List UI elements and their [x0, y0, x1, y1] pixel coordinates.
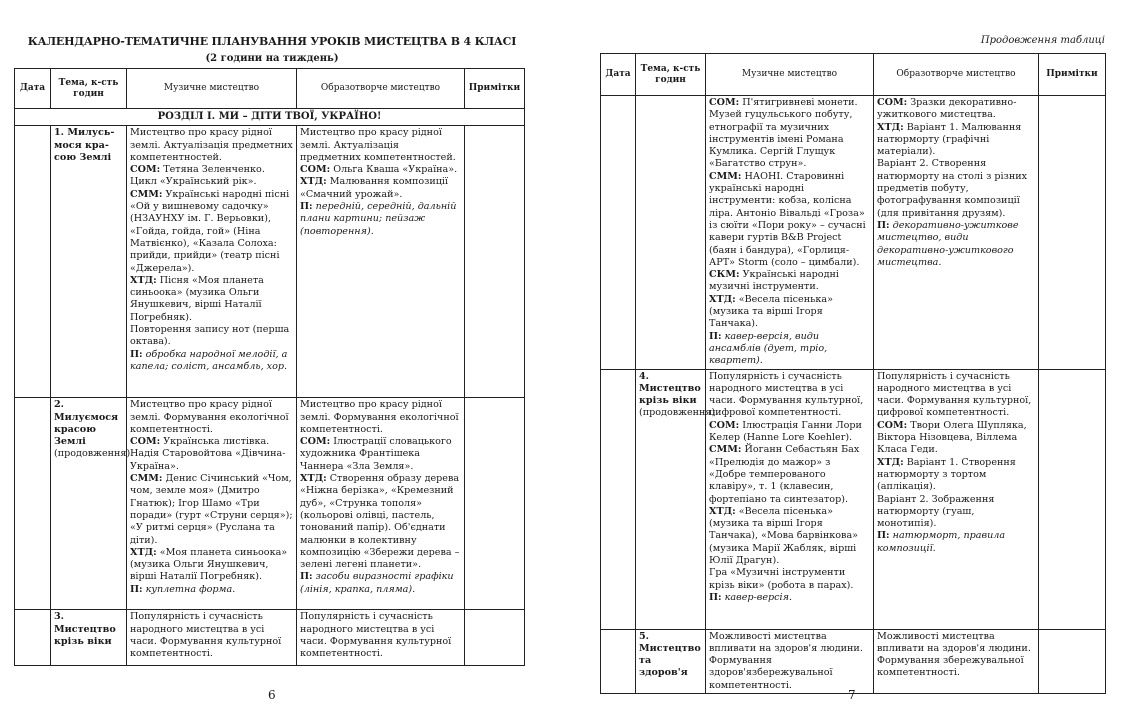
- paragraph-label: П:: [130, 348, 143, 360]
- paragraph-label: СОМ:: [709, 419, 740, 431]
- header-music: Музичне мистецтво: [127, 69, 297, 109]
- document-subtitle: (2 години на тиждень): [205, 53, 339, 64]
- notes-cell: [1039, 629, 1106, 693]
- paragraph-text: засоби виразності графіки (лінія, крапка, пляма).: [300, 571, 454, 595]
- art-cell: [297, 610, 465, 666]
- paragraph-label: ХТД:: [877, 121, 904, 133]
- notes-cell: [1039, 96, 1106, 370]
- cell-paragraph: [709, 171, 870, 269]
- cell-paragraph: [300, 201, 461, 238]
- paragraph-text: кавер-версія.: [721, 591, 792, 603]
- cell-paragraph: [300, 164, 461, 176]
- header-topic: Тема, к-сть годин: [636, 54, 706, 96]
- paragraph-text: Можливості мистецтва впливати на здоров'я людини. Формування здоров'язбережувальної компетентності.: [709, 630, 863, 691]
- cell-paragraph: [877, 420, 1035, 457]
- cell-paragraph: [709, 294, 870, 331]
- paragraph-text: Ілюстрація Ганни Лори Келер (Hanne Lore Koehler).: [709, 419, 862, 444]
- cell-paragraph: [130, 324, 293, 349]
- paragraph-label: СКМ:: [709, 269, 740, 281]
- music-cell: [706, 369, 874, 629]
- paragraph-text: «Весела пісенька» (музика та вірші Ігоря Танчака), «Мова барвінкова» (музика Марії Жабляк, вірші Юлії Драгун).: [709, 505, 859, 566]
- paragraph-text: Зразки декоративно-ужиткового мистецтва.: [877, 97, 1017, 121]
- paragraph-label: СОМ:: [300, 436, 331, 448]
- paragraph-label: СОМ:: [130, 436, 161, 448]
- paragraph-label: П:: [877, 219, 890, 231]
- cell-paragraph: [130, 164, 293, 189]
- paragraph-text: Мистецтво про красу рідної землі. Актуалізація предметних компетентностей.: [300, 127, 456, 163]
- table-row: [601, 629, 1106, 693]
- cell-paragraph: [709, 97, 870, 171]
- header-art: Образотворче мистецтво: [874, 54, 1039, 96]
- cell-paragraph: [709, 269, 870, 294]
- paragraph-label: СОМ:: [709, 97, 740, 108]
- paragraph-text: Твори Олега Шупляка, Вікторa Нізовцева, Віллема Класа Геди.: [877, 419, 1027, 456]
- paragraph-label: СММ:: [130, 473, 163, 485]
- music-cell: [127, 126, 297, 398]
- paragraph-label: СОМ:: [877, 419, 908, 431]
- cell-paragraph: [300, 127, 461, 164]
- cell-paragraph: [709, 592, 870, 604]
- topic-cell: 2. Милуємося красою Землі (продовження): [51, 398, 127, 610]
- paragraph-text: Варіант 1. Створення натюрморту з тортом (аплікація).: [877, 456, 1016, 493]
- planning-table-right: [600, 53, 1106, 694]
- topic-cell: 4. Мистецтво крізь віки (продовження): [636, 369, 706, 629]
- paragraph-text: НАОНІ. Старовинні українські народні інструменти: кобза, колісна ліра. Антоніо Вівальді «Гроза» із сюїти «Пори року» – сучасні кавери гуртів B&B Project (баян і бандура), «Горлиця-АРТ» Storm (соло – цимбали).: [709, 170, 866, 268]
- paragraph-label: ХТД:: [130, 274, 157, 286]
- cell-paragraph: [300, 399, 461, 436]
- topic-cell: 1. Милусьмося красою Землі: [51, 126, 127, 398]
- cell-paragraph: [300, 176, 461, 201]
- table-row: [601, 96, 1106, 370]
- art-cell: [874, 629, 1039, 693]
- date-cell: [601, 96, 636, 370]
- paragraph-label: П:: [709, 330, 722, 342]
- paragraph-text: Мистецтво про красу рідної землі. Актуалізація предметних компетентностей.: [130, 127, 293, 163]
- paragraph-text: Мистецтво про красу рідної землі. Формування екологічної компетентності.: [130, 399, 289, 435]
- paragraph-text: П'ятигривневі монети. Музей гуцульського побуту, етнографії та музичних інструментів імені Романа Кумлика. Сергій Глущук «Багатство струн».: [709, 97, 858, 170]
- cell-paragraph: [130, 473, 293, 547]
- paragraph-text: кавер-версія, види ансамблів (дует, тріо, квартет).: [709, 330, 828, 367]
- date-cell: [601, 369, 636, 629]
- paragraph-text: Українська листівка. Надія Старовойтова «Дівчина-Україна».: [130, 436, 286, 472]
- continuation-note: Продовження таблиці: [980, 35, 1105, 46]
- topic-cell: 5. Мистецтво та здоров'я: [636, 629, 706, 693]
- paragraph-text: Малювання композиції «Смачний урожай».: [300, 176, 449, 200]
- cell-paragraph: [130, 611, 293, 660]
- paragraph-text: Тетяна Зеленченко. Цикл «Український рік».: [130, 164, 265, 188]
- document-title: КАЛЕНДАРНО-ТЕМАТИЧНЕ ПЛАНУВАННЯ УРОКІВ МИСТЕЦТВА В 4 КЛАСІ: [27, 35, 517, 48]
- paragraph-label: П:: [130, 583, 143, 595]
- cell-paragraph: [300, 611, 461, 660]
- cell-paragraph: [709, 331, 870, 368]
- paragraph-text: Повторення запису нот (перша октава).: [130, 324, 290, 348]
- paragraph-text: натюрморт, правила композиції.: [877, 530, 1006, 554]
- cell-paragraph: [130, 275, 293, 324]
- music-cell: [706, 629, 874, 693]
- page-number: 6: [268, 688, 276, 702]
- paragraph-text: «Весела пісенька» (музика та вірші Ігоря Танчака).: [709, 293, 833, 330]
- notes-cell: [465, 610, 525, 666]
- cell-paragraph: [130, 127, 293, 164]
- cell-paragraph: [877, 158, 1035, 219]
- paragraph-text: Популярність і сучасність народного мистецтва в усі часи. Формування культурної, цифрової компетентності.: [709, 370, 864, 419]
- paragraph-text: передній, середній, дальній плани картини; пейзаж (повторення).: [300, 201, 457, 237]
- paragraph-label: П:: [300, 571, 313, 583]
- cell-paragraph: [877, 494, 1035, 531]
- paragraph-text: Варіант 2. Зображення натюрморту (гуаш, монотипія).: [877, 493, 995, 530]
- art-cell: [297, 126, 465, 398]
- paragraph-text: Денис Січинський «Чом, чом, земле моя» (Дмитро Гнатюк); Ігор Шамо «Три поради» (гурт «Струни серця»); «У ритмі серця» (Руслана та діти).: [130, 473, 293, 546]
- paragraph-label: ХТД:: [877, 456, 904, 468]
- cell-paragraph: [130, 399, 293, 436]
- paragraph-text: Українські народні музичні інструменти.: [709, 269, 839, 293]
- paragraph-text: «Моя планета синьоока» (музика Ольги Янушкевич, вірші Наталії Погребняк).: [130, 546, 288, 583]
- cell-paragraph: [130, 436, 293, 473]
- header-notes: Примітки: [465, 69, 525, 109]
- paragraph-text: Мистецтво про красу рідної землі. Формування екологічної компетентності.: [300, 399, 459, 435]
- cell-paragraph: [130, 189, 293, 275]
- header-date: Дата: [601, 54, 636, 96]
- paragraph-text: Гра «Музичні інструменти крізь віки» (робота в парах).: [709, 567, 854, 591]
- left-page: [0, 0, 545, 728]
- date-cell: [15, 126, 51, 398]
- cell-paragraph: [130, 349, 293, 374]
- cell-paragraph: [709, 371, 870, 420]
- cell-paragraph: [709, 420, 870, 445]
- cell-paragraph: [130, 584, 293, 596]
- header-topic: Тема, к-сть годин: [51, 69, 127, 109]
- paragraph-text: Українські народні пісні «Ой у вишневому садочку» (НЗАУНХУ ім. Г. Верьовки), «Гойда, гойда, гой» (Ніна Матвієнко), «Казала Солоха: прийди, прийди» (театр пісні «Джерела»).: [130, 188, 290, 274]
- cell-paragraph: [300, 436, 461, 473]
- paragraph-label: ХТД:: [130, 546, 157, 558]
- planning-table-left: [14, 68, 525, 666]
- music-cell: [127, 398, 297, 610]
- cell-paragraph: [877, 371, 1035, 420]
- paragraph-text: Популярність і сучасність народного мистецтва в усі часи. Формування культурної компетентності.: [130, 611, 282, 660]
- notes-cell: [1039, 369, 1106, 629]
- cell-paragraph: [877, 220, 1035, 269]
- cell-paragraph: [709, 631, 870, 692]
- cell-paragraph: [877, 631, 1035, 680]
- cell-paragraph: [130, 547, 293, 584]
- topic-cell: 3. Мистецтво крізь віки: [51, 610, 127, 666]
- paragraph-text: Ольга Кваша «Україна».: [330, 164, 458, 176]
- paragraph-label: П:: [300, 201, 313, 213]
- header-music: Музичне мистецтво: [706, 54, 874, 96]
- paragraph-label: СММ:: [130, 188, 163, 200]
- date-cell: [15, 398, 51, 610]
- paragraph-label: СММ:: [709, 170, 742, 182]
- cell-paragraph: [877, 457, 1035, 494]
- music-cell: [706, 96, 874, 370]
- paragraph-label: СОМ:: [877, 97, 908, 108]
- paragraph-label: ХТД:: [300, 176, 327, 188]
- paragraph-text: Популярність і сучасність народного мистецтва в усі часи. Формування культурної компетентності.: [300, 611, 452, 660]
- cell-paragraph: [300, 473, 461, 571]
- paragraph-label: П:: [709, 591, 722, 603]
- art-cell: [874, 96, 1039, 370]
- paragraph-text: Ілюстрації словацького художника Франтішека Чаннера «Зла Земля».: [300, 436, 452, 472]
- notes-cell: [465, 126, 525, 398]
- paragraph-text: куплетна форма.: [142, 583, 236, 595]
- paragraph-label: СОМ:: [130, 164, 161, 176]
- paragraph-text: Створення образу дерева «Ніжна берізка», «Кремезний дуб», «Струнка тополя» (кольорові олівці, пастель, тонований папір). Об'єднати малюнки в колективну композицію «Збережи дерева – зелені легені планети».: [300, 473, 460, 571]
- paragraph-label: СММ:: [709, 444, 742, 456]
- art-cell: [874, 369, 1039, 629]
- table-row: [15, 398, 525, 610]
- date-cell: [15, 610, 51, 666]
- paragraph-text: Йоганн Себастьян Бах «Прелюдія до мажор» з «Добре темперованого клавіру», т. 1 (клавесин, фортепіано та синтезатор).: [709, 444, 860, 505]
- paragraph-label: П:: [877, 530, 890, 542]
- section-title: РОЗДІЛ І. МИ – ДІТИ ТВОЇ, УКРАЇНО!: [15, 109, 525, 126]
- notes-cell: [465, 398, 525, 610]
- cell-paragraph: [709, 567, 870, 592]
- date-cell: [601, 629, 636, 693]
- paragraph-label: СОМ:: [300, 164, 331, 176]
- header-art: Образотворче мистецтво: [297, 69, 465, 109]
- cell-paragraph: [877, 122, 1035, 159]
- right-page: [565, 0, 1135, 728]
- music-cell: [127, 610, 297, 666]
- paragraph-text: Пісня «Моя планета синьоока» (музика Ольги Янушкевич, вірші Наталії Погребняк).: [130, 274, 264, 323]
- paragraph-text: обробка народної мелодії, а капела; соліст, ансамбль, хор.: [130, 348, 288, 372]
- header-date: Дата: [15, 69, 51, 109]
- cell-paragraph: [877, 530, 1035, 555]
- paragraph-text: Популярність і сучасність народного мистецтва в усі часи. Формування культурної, цифрової компетентності.: [877, 370, 1032, 419]
- paragraph-text: Варіант 2. Створення натюрморту на столі з різних предметів побуту, фотографування композиції (для привітання друзям).: [877, 158, 1028, 219]
- paragraph-text: Можливості мистецтва впливати на здоров'я людини. Формування збережувальної компетентності.: [877, 630, 1031, 679]
- paragraph-text: Варіант 1. Малювання натюрморту (графічні матеріали).: [877, 121, 1022, 158]
- paragraph-text: декоративно-ужиткове мистецтво, види декоративно-ужиткового мистецтва.: [877, 219, 1019, 268]
- topic-cell: [636, 96, 706, 370]
- table-row: [601, 369, 1106, 629]
- paragraph-label: ХТД:: [300, 473, 327, 485]
- paragraph-label: ХТД:: [709, 505, 736, 517]
- cell-paragraph: [877, 97, 1035, 122]
- page-number: 7: [848, 688, 856, 702]
- cell-paragraph: [300, 571, 461, 596]
- cell-paragraph: [709, 444, 870, 505]
- table-row: [15, 126, 525, 398]
- table-row: [15, 610, 525, 666]
- art-cell: [297, 398, 465, 610]
- paragraph-label: ХТД:: [709, 293, 736, 305]
- header-notes: Примітки: [1039, 54, 1106, 96]
- cell-paragraph: [709, 506, 870, 567]
